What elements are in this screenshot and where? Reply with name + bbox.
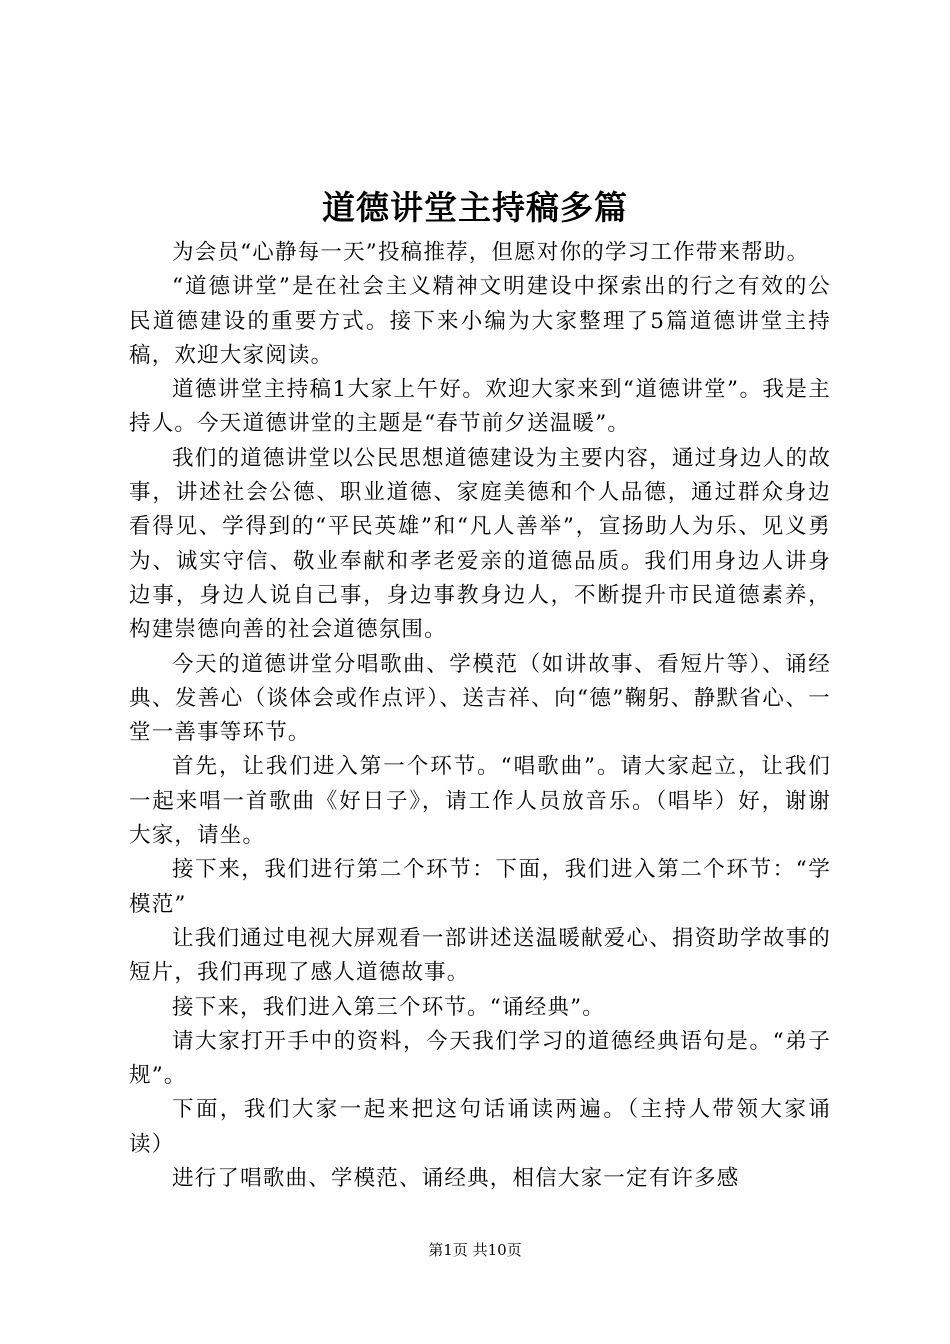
document-title: 道德讲堂主持稿多篇 <box>322 188 628 227</box>
paragraph: 道德讲堂主持稿1大家上午好。欢迎大家来到“道德讲堂”。我是主持人。今天道德讲堂的主题是“春节前夕送温暖”。 <box>129 377 831 437</box>
page-footer: 第1页 共10页 <box>428 1241 522 1259</box>
document-body <box>129 236 831 1196</box>
paragraph: 让我们通过电视大屏观看一部讲述送温暖献爱心、捐资助学故事的短片，我们再现了感人道德故事。 <box>129 925 831 986</box>
paragraph: 为会员“心静每一天”投稿推荐，但愿对你的学习工作带来帮助。 <box>172 240 810 265</box>
paragraph: 今天的道德讲堂分唱歌曲、学模范（如讲故事、看短片等）、诵经典、发善心（谈体会或作点评）、送吉祥、向“德”鞠躬、静默省心、一堂一善事等环节。 <box>129 651 831 746</box>
paragraph: 进行了唱歌曲、学模范、诵经典，相信大家一定有许多感 <box>172 1166 740 1192</box>
paragraph: “道德讲堂”是在社会主义精神文明建设中探索出的行之有效的公民道德建设的重要方式。接下来小编为大家整理了5篇道德讲堂主持稿，欢迎大家阅读。 <box>129 274 831 368</box>
paragraph: 接下来，我们进行第二个环节：下面，我们进入第二个环节：“学模范” <box>129 857 831 917</box>
paragraph: 我们的道德讲堂以公民思想道德建设为主要内容，通过身边人的故事，讲述社会公德、职业道德、家庭美德和个人品德，通过群众身边看得见、学得到的“平民英雄”和“凡人善举”，宣扬助人为乐、见义勇为、诚实守信、敬业奉献和孝老爱亲的道德品质。我们用身边人讲身边事，身边人说自己事，身边事教身边人，不断提升市民道德素养，构建崇德向善的社会道德氛围。 <box>129 445 831 643</box>
paragraph: 接下来，我们进入第三个环节。“诵经典”。 <box>172 994 605 1020</box>
paragraph: 下面，我们大家一起来把这句话诵读两遍。（主持人带领大家诵读） <box>129 1097 831 1157</box>
paragraph: 请大家打开手中的资料，今天我们学习的道德经典语句是。“弟子规”。 <box>129 1028 831 1089</box>
paragraph: 首先，让我们进入第一个环节。“唱歌曲”。请大家起立，让我们一起来唱一首歌曲《好日子》，请工作人员放音乐。（唱毕）好，谢谢大家，请坐。 <box>129 754 831 849</box>
